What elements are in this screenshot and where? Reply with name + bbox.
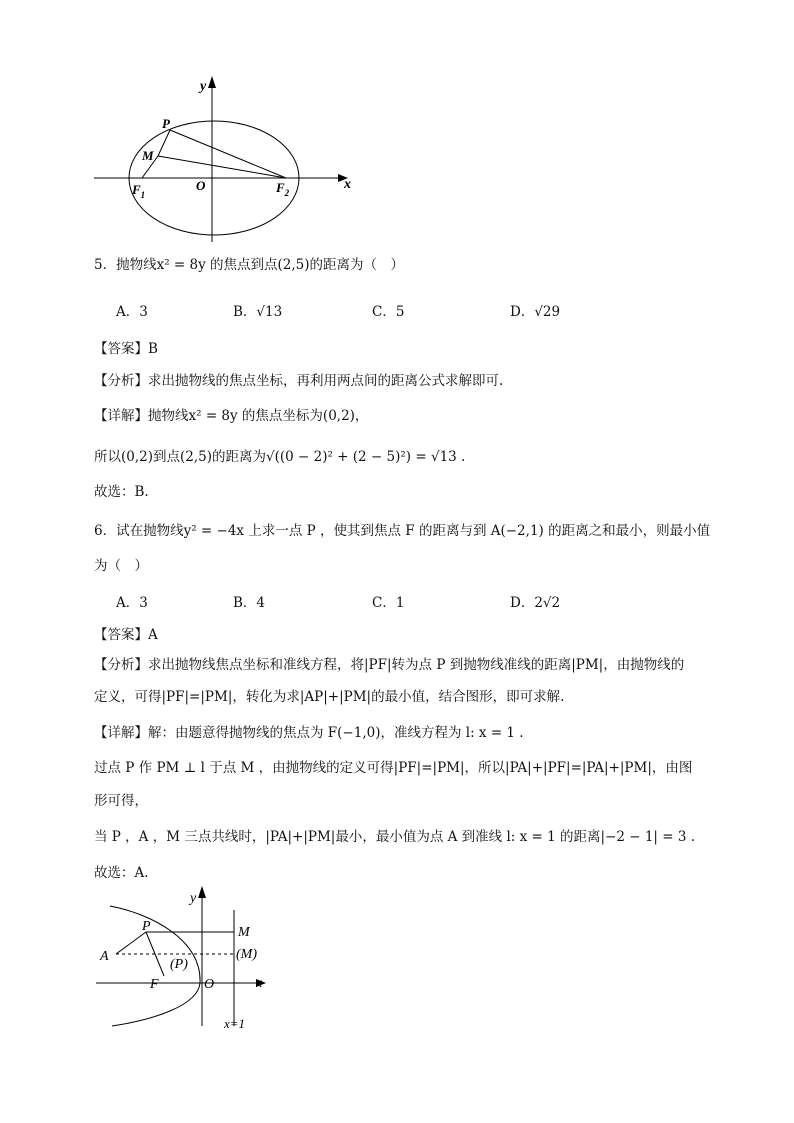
- q6-detail-line2: 过点 P 作 PM ⊥ l 于点 M ，由抛物线的定义可得|PF|=|PM|，所以|PA|+|PF|=|PA|+|PM|，由图: [94, 760, 693, 776]
- answer-value: B: [148, 341, 158, 357]
- q5-option-d: D．√29: [510, 304, 561, 320]
- q6-stem-line1: 6．试在抛物线y² = −4x 上求一点 P ，使其到焦点 F 的距离与到 A(−2,1) 的距离之和最小，则最小值: [94, 523, 711, 539]
- q5-detail: [94, 406, 368, 426]
- label-y: y: [200, 79, 207, 94]
- q5-option-b: B．√13: [233, 304, 283, 320]
- detail-text: 解：由题意得抛物线的焦点为 F(−1,0)，准线方程为 l: x = 1 .: [148, 725, 524, 741]
- q6-option-a: A．3: [116, 595, 148, 611]
- label-x: x: [344, 177, 351, 192]
- q6-detail: [94, 723, 524, 743]
- label-y: y: [190, 891, 197, 906]
- q5-answer: [94, 339, 158, 359]
- detail-tag: 【详解】: [94, 725, 148, 741]
- q6-choice: 故选：A.: [94, 865, 149, 881]
- q5-option-c: C．5: [372, 304, 405, 320]
- q5-analysis: [94, 371, 503, 391]
- label-P: P: [142, 919, 151, 934]
- q6-detail-line4: 当 P ，A ，M 三点共线时，|PA|+|PM|最小，最小值为点 A 到准线 l: x = 1 的距离|−2 − 1| = 3 .: [94, 829, 696, 845]
- answer-value: A: [148, 627, 158, 643]
- label-P: P: [162, 116, 170, 131]
- y-axis-arrow: [198, 886, 206, 898]
- answer-tag: 【答案】: [94, 627, 148, 643]
- detail-tag: 【详解】: [94, 408, 148, 424]
- q5-detail-line2: 所以(0,2)到点(2,5)的距离为√((0 − 2)² + (2 − 5)²) = √13 .: [94, 449, 466, 465]
- label-O: O: [196, 178, 206, 193]
- label-O: O: [204, 977, 215, 992]
- segment-AP: [116, 932, 146, 954]
- label-x: x: [256, 976, 263, 991]
- q6-option-d: D．2√2: [510, 595, 561, 611]
- parabola-figure: [92, 880, 282, 1040]
- label-P-prime: (P): [170, 957, 188, 972]
- q6-stem-line2: 为（ ）: [94, 558, 148, 574]
- ellipse-figure: [90, 70, 360, 250]
- q6-analysis-line1: [94, 655, 684, 675]
- label-A: A: [100, 949, 109, 964]
- answer-tag: 【答案】: [94, 341, 148, 357]
- label-directrix: x=1: [224, 1016, 246, 1031]
- label-F: F: [150, 977, 159, 992]
- q5-option-a: A．3: [116, 304, 148, 320]
- q6-option-c: C．1: [372, 595, 405, 611]
- label-M: M: [238, 925, 250, 940]
- q6-detail-line3: 形可得，: [94, 793, 148, 809]
- label-F1: $F_1$: [132, 182, 146, 200]
- q6-analysis-line2: 定义，可得|PF|=|PM|，转化为求|AP|+|PM|的最小值，结合图形，即可求解.: [94, 689, 565, 705]
- segment-MF2: [158, 156, 286, 178]
- q6-answer: [94, 625, 158, 645]
- q5-choice: 故选：B.: [94, 484, 149, 500]
- q6-option-b: B．4: [233, 595, 266, 611]
- segment-PF2: [170, 130, 286, 178]
- analysis-tag: 【分析】: [94, 373, 148, 389]
- label-F2: $F_2$: [276, 180, 290, 198]
- q5-stem: 5．抛物线x² = 8y 的焦点到点(2,5)的距离为（ ）: [94, 257, 405, 273]
- analysis-tag: 【分析】: [94, 657, 148, 673]
- detail-text: 抛物线x² = 8y 的焦点坐标为(0,2)，: [148, 408, 369, 424]
- label-M: M: [142, 148, 154, 163]
- analysis-text: 求出抛物线焦点坐标和准线方程，将|PF|转为点 P 到抛物线准线的距离|PM|，由抛物线的: [148, 657, 685, 673]
- label-M-prime: (M): [236, 947, 257, 962]
- analysis-text: 求出抛物线的焦点坐标，再利用两点间的距离公式求解即可.: [148, 373, 504, 389]
- y-axis-arrow: [208, 76, 216, 88]
